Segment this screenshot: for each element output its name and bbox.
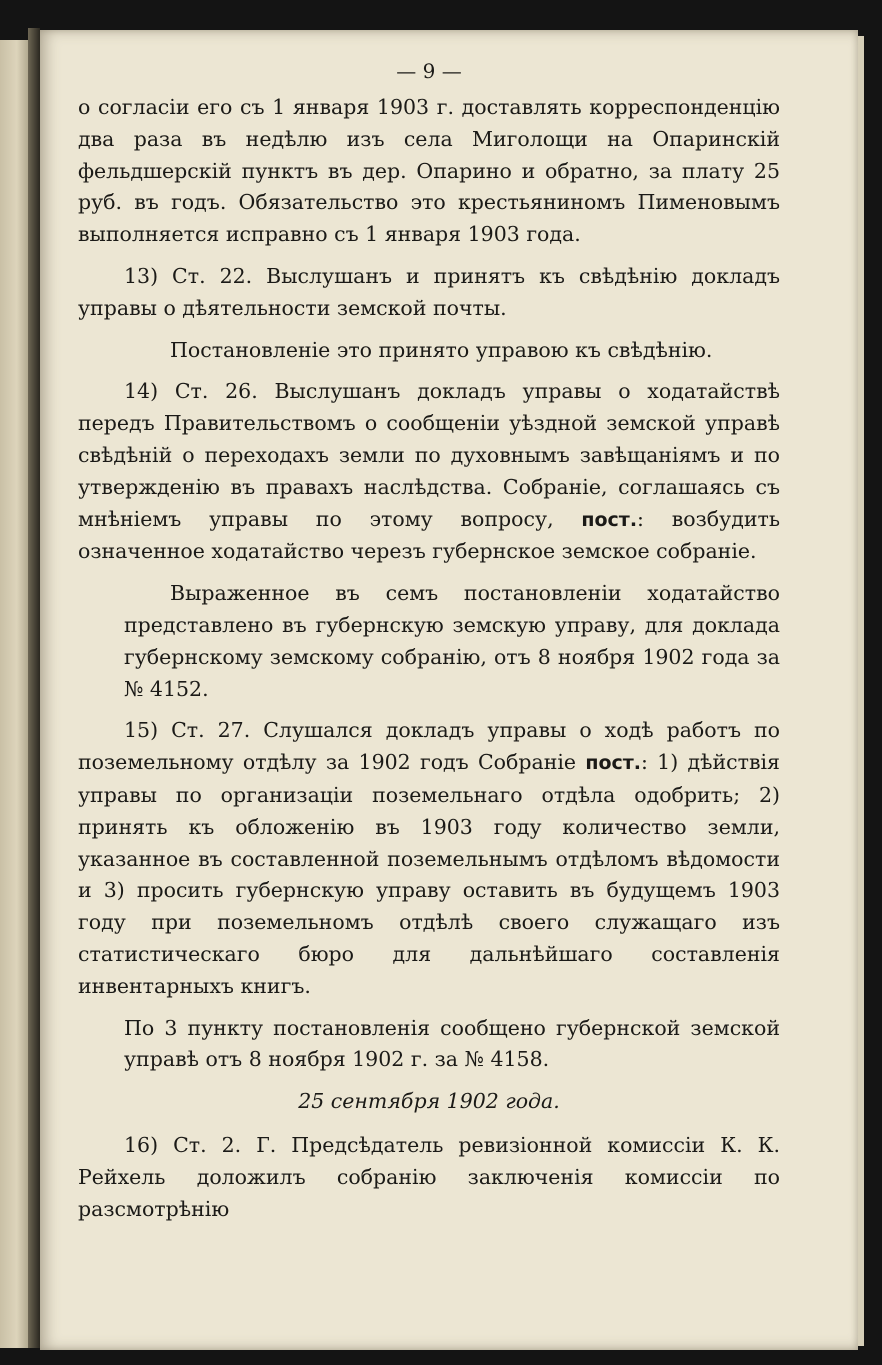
paragraph-item-15 xyxy=(78,715,780,1002)
item-14-resolution-mark: пост. xyxy=(581,508,638,531)
book-gutter xyxy=(28,28,40,1348)
date-heading: 25 сентября 1902 года. xyxy=(298,1089,560,1114)
resolution-note-15: По 3 пункту постановленія сообщено губернской земской управѣ отъ 8 ноября 1902 г. за № 4158. xyxy=(124,1015,780,1072)
paragraph-item-16: 16) Ст. 2. Г. Предсѣдатель ревизіонной комиссіи К. К. Рейхель доложилъ собранію заключенія комиссіи по разсмотрѣнію xyxy=(78,1132,780,1221)
item-14-text-a: 14) Ст. 26. Выслушанъ докладъ управы о ходатайствѣ передъ Правительствомъ о сообщеніи уѣздной земской управѣ свѣдѣній о переходахъ земли по духовнымъ завѣщаніямъ и по утвержденію въ правахъ наслѣдства. Собраніе, соглашаясь съ мнѣніемъ управы по этому вопросу, xyxy=(78,379,780,531)
item-15-text-a: 15) Ст. 27. Слушался докладъ управы о ходѣ работъ по поземельному отдѣлу за 1902 годъ Собраніе xyxy=(78,718,780,775)
paragraph-item-14 xyxy=(78,376,780,568)
item-14-text-b: : возбудить означенное ходатайство черезъ губернское земское собраніе. xyxy=(78,506,780,564)
paragraph-continuation: о согласіи его съ 1 января 1903 г. доставлять корреспонденцію два раза въ недѣлю изъ села Миголощи на Опаринскій фельдшерскій пунктъ въ дер. Опарино и обратно, за плату 25 руб. въ годъ. Обязательство это крестьяниномъ Пименовымъ выполняется исправно съ 1 января 1903 года. xyxy=(78,95,780,247)
resolution-note-13: Постановленіе это принято управою къ свѣдѣнію. xyxy=(170,337,713,362)
item-15-text-b: : 1) дѣйствія управы по организаціи поземельнаго отдѣла одобрить; 2) принять къ обложенію въ 1903 году количество земли, указанное въ составленной поземельнымъ отдѣломъ вѣдомости и 3) просить губернскую управу оставить въ будущемъ 1903 году при поземельномъ отдѣлѣ своего служащаго изъ статистическаго бюро для дальнѣйшаго составленія инвентарныхъ книгъ. xyxy=(78,750,780,998)
right-page-edge xyxy=(858,36,864,1346)
resolution-note-14: Выраженное въ семъ постановленіи ходатайство представлено въ губернскую земскую управу, для доклада губернскому земскому собранію, отъ 8 ноября 1902 года за № 4152. xyxy=(124,581,780,701)
item-15-resolution-mark: пост. xyxy=(585,752,642,775)
page-content xyxy=(78,56,780,1235)
left-page-edge xyxy=(0,40,28,1348)
page-number: — 9 — xyxy=(396,59,462,83)
paragraph-item-13: 13) Ст. 22. Выслушанъ и принятъ къ свѣдѣнію докладъ управы о дѣятельности земской почты. xyxy=(78,263,780,320)
